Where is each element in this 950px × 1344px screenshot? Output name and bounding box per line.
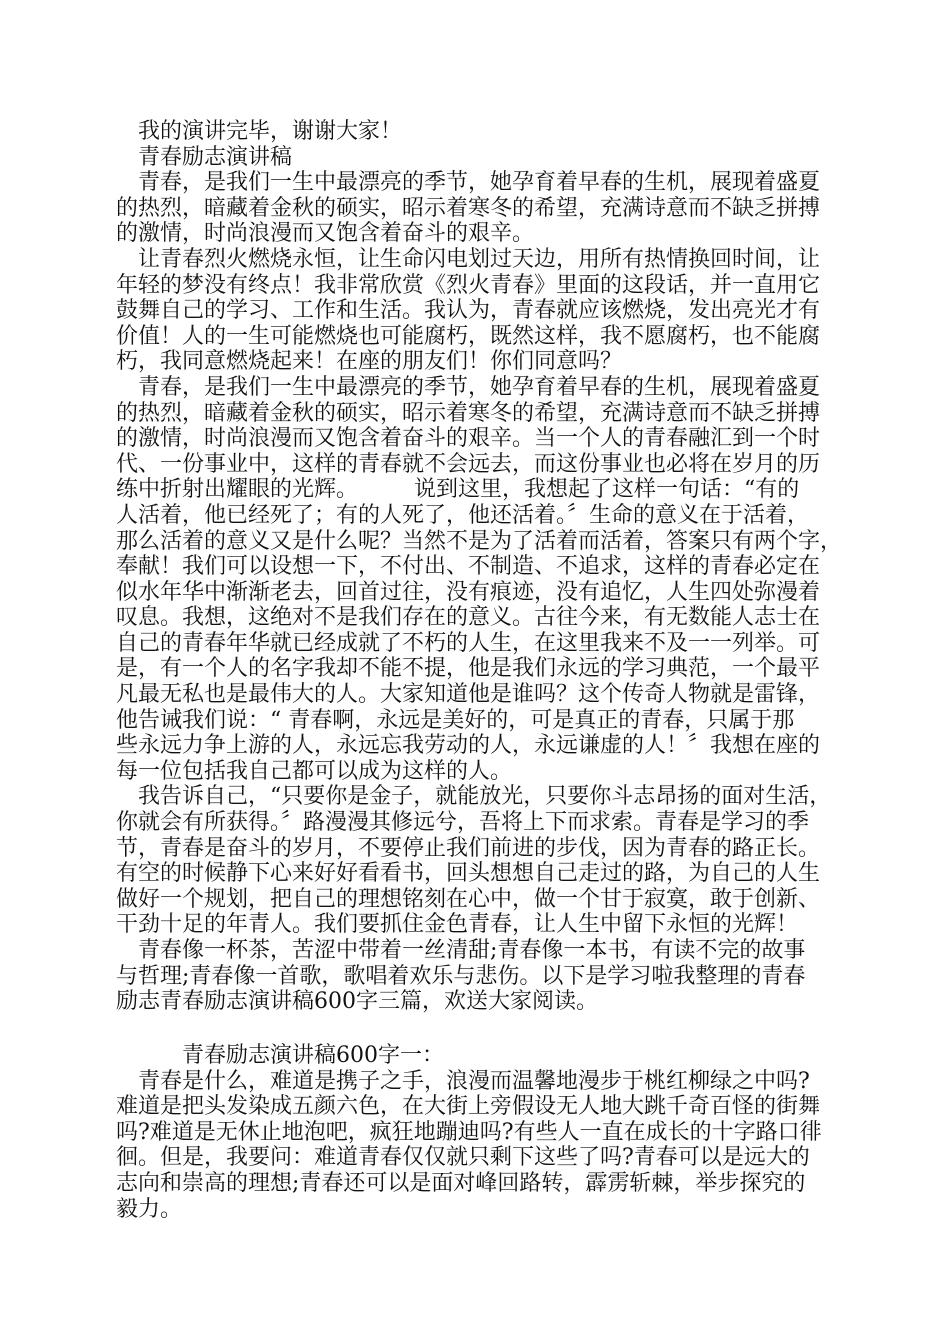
- paragraph-line: 凡最无私也是最伟大的人。大家知道他是谁吗？这个传奇人物就是雷锋，: [116, 682, 821, 708]
- paragraph-line: 每一位包括我自己都可以成为这样的人。: [116, 758, 513, 784]
- paragraph-line: 青春，是我们一生中最漂亮的季节，她孕育着早春的生机，展现着盛夏: [138, 374, 821, 400]
- paragraph-line: 志向和崇高的理想;青春还可以是面对峰回路转，霹雳斩棘，举步探究的: [116, 1170, 806, 1196]
- paragraph-line: 那么活着的意义又是什么呢？当然不是为了活着而活着，答案只有两个字，: [116, 528, 843, 554]
- paragraph-line: 叹息。我想，这绝对不是我们存在的意义。古往今来，有无数能人志士在: [116, 605, 821, 631]
- paragraph-line: 朽，我同意燃烧起来！在座的朋友们！你们同意吗？: [116, 349, 623, 375]
- closing-line: 我的演讲完毕，谢谢大家！: [138, 119, 403, 144]
- paragraph-line: 是，有一个人的名字我却不能不提，他是我们永远的学习典范，一个最平: [116, 656, 821, 682]
- speech-body-bottom: [116, 1043, 836, 1222]
- paragraph-line: 干劲十足的年青人。我们要抓住金色青春，让人生中留下永恒的光辉！: [116, 912, 799, 938]
- paragraph-line: 的激情，时尚浪漫而又饱含着奋斗的艰辛。: [116, 221, 535, 247]
- paragraph-line: 自己的青春年华就已经成就了不朽的人生，在这里我来不及一一列举。可: [116, 630, 821, 656]
- paragraph-line: 的热烈，暗藏着金秋的硕实，昭示着寒冬的希望，充满诗意而不缺乏拼搏: [116, 195, 821, 221]
- paragraph-line: 徊。但是，我要问：难道青春仅仅就只剩下这些了吗?青春可以是远大的: [116, 1145, 810, 1171]
- paragraph-line: 价值！人的一生可能燃烧也可能腐朽，既然这样，我不愿腐朽，也不能腐: [116, 323, 821, 349]
- section-title: 青春励志演讲稿: [138, 144, 293, 170]
- paragraph-line: 节，青春是奋斗的岁月，不要停止我们前进的步伐，因为青春的路正长。: [116, 835, 821, 861]
- paragraph-line: 难道是把头发染成五颜六色，在大街上旁假设无人地大跳千奇百怪的街舞: [116, 1094, 821, 1120]
- paragraph-line: 代、一份事业中，这样的青春就不会远去，而这份事业也必将在岁月的历: [116, 451, 821, 477]
- paragraph-line: 年轻的梦没有终点！我非常欣赏《烈火青春》里面的这段话，并一直用它: [116, 272, 821, 298]
- paragraph-line: 他告诫我们说：“ 青春啊，永远是美好的，可是真正的青春，只属于那: [116, 707, 795, 733]
- paragraph-line: 做好一个规划，把自己的理想铭刻在心中，做一个甘于寂寞，敢于创新、: [116, 886, 821, 912]
- paragraph-line: 些永远力争上游的人，永远忘我劳动的人，永远谦虚的人！〞我想在座的: [116, 733, 821, 759]
- paragraph-line: 励志青春励志演讲稿600字三篇，欢送大家阅读。: [116, 989, 598, 1015]
- paragraph-line: 鼓舞自己的学习、工作和生活。我认为，青春就应该燃烧，发出亮光才有: [116, 298, 821, 324]
- paragraph-line: 吗?难道是无休止地泡吧，疯狂地蹦迪吗?有些人一直在成长的十字路口徘: [116, 1119, 822, 1145]
- paragraph-line: 让青春烈火燃烧永恒，让生命闪电划过天边，用所有热情换回时间，让: [138, 246, 821, 272]
- paragraph-line: 青春像一杯茶，苦涩中带着一丝清甜;青春像一本书，有读不完的故事: [138, 938, 806, 963]
- paragraph-line: 人活着，他已经死了；有的人死了，他还活着。〞生命的意义在于活着，: [116, 502, 810, 528]
- paragraph-line: 的热烈，暗藏着金秋的硕实，昭示着寒冬的希望，充满诗意而不缺乏拼搏: [116, 400, 821, 426]
- paragraph-line: 的激情，时尚浪漫而又饱含着奋斗的艰辛。当一个人的青春融汇到一个时: [116, 426, 821, 452]
- section-title: 青春励志演讲稿600字一：: [182, 1043, 444, 1068]
- paragraph-line: 我告诉自己，“只要你是金子，就能放光，只要你斗志昂扬的面对生活，: [138, 784, 832, 810]
- speech-body-top: [116, 119, 843, 1015]
- paragraph-line: 青春，是我们一生中最漂亮的季节，她孕育着早春的生机，展现着盛夏: [138, 170, 821, 196]
- paragraph-line: 似水年华中渐渐老去，回首过往，没有痕迹，没有追忆，人生四处弥漫着: [116, 579, 821, 605]
- paragraph-line: 毅力。: [116, 1196, 183, 1222]
- paragraph-line: 与哲理;青春像一首歌，歌唱着欢乐与悲伤。以下是学习啦我整理的青春: [116, 963, 806, 989]
- paragraph-line: 奉献！我们可以设想一下，不付出、不制造、不追求，这样的青春必定在: [116, 554, 821, 580]
- paragraph-line: 练中折射出耀眼的光辉。 说到这里，我想起了这样一句话：“有的: [116, 477, 800, 503]
- paragraph-line: 你就会有所获得。〞路漫漫其修远兮，吾将上下而求索。青春是学习的季: [116, 810, 810, 836]
- paragraph-line: 有空的时候静下心来好好看看书，回头想想自己走过的路，为自己的人生: [116, 861, 821, 887]
- paragraph-line: 青春是什么，难道是携子之手，浪漫而温馨地漫步于桃红柳绿之中吗?: [138, 1068, 810, 1094]
